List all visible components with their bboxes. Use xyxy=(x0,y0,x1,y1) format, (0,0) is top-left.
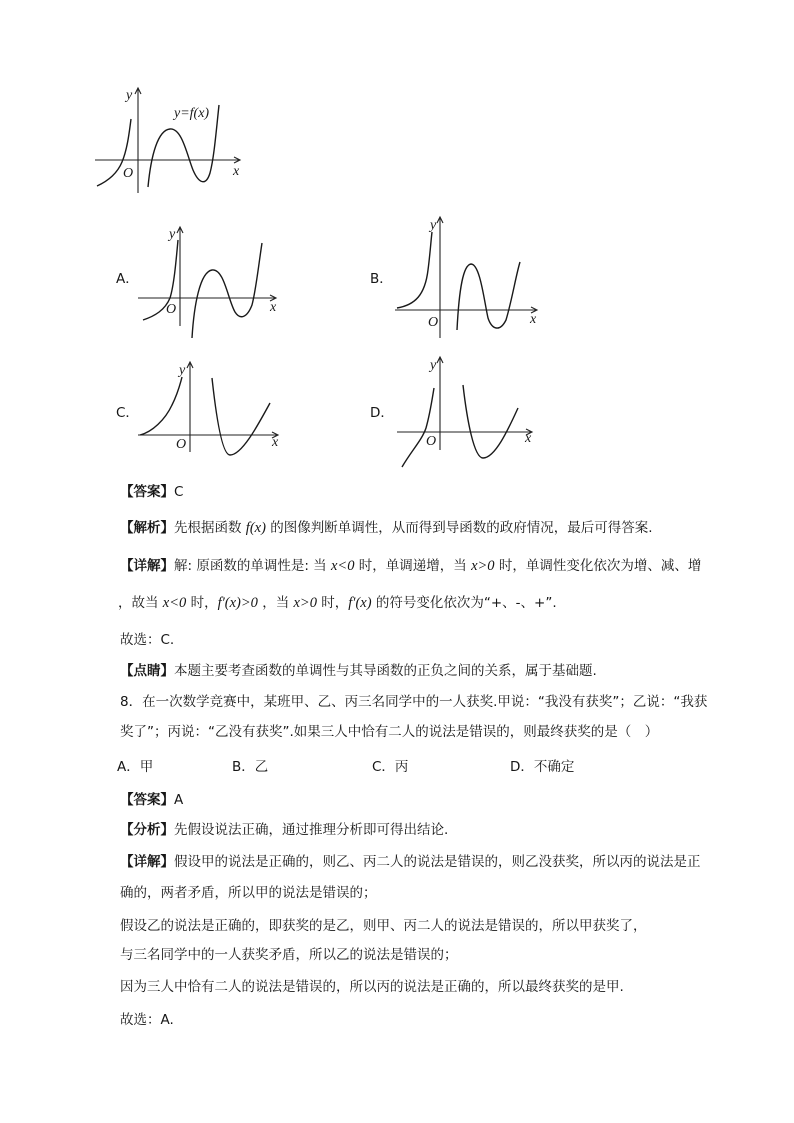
choice-d-label: D． xyxy=(370,405,394,421)
curve-right-branch xyxy=(192,243,262,338)
text-segment: 时，单调递增，当 xyxy=(354,558,472,574)
curve-right-branch xyxy=(457,262,520,330)
q8-detail-line5: 因为三人中恰有二人的说法是错误的，所以丙的说法是正确的，所以最终获奖的是甲. xyxy=(120,979,624,995)
text-segment: 时， xyxy=(316,595,349,611)
text-segment: 时，单调性变化依次为增、减、增 xyxy=(494,558,702,574)
q8-conclusion: 故选：A. xyxy=(120,1012,174,1028)
q7-conclusion: 故选：C. xyxy=(120,632,175,648)
y-axis-label: y xyxy=(169,227,176,242)
text-segment: 时， xyxy=(186,595,218,611)
q8-answer xyxy=(120,791,183,809)
analysis-tag: 【分析】 xyxy=(120,822,174,838)
text-segment: 的符号变化依次为“+、-、+”. xyxy=(371,595,557,611)
q8-choice-d: D．不确定 xyxy=(510,759,575,775)
origin-label: O xyxy=(176,437,187,452)
choice-b-graph xyxy=(395,217,537,338)
text-segment: 解: 原函数的单调性是: 当 xyxy=(174,558,331,574)
math-segment: x>0 xyxy=(471,558,495,574)
origin-label: O xyxy=(428,315,439,330)
x-axis-label: x xyxy=(270,300,277,315)
curve-label: y=f(x) xyxy=(174,106,210,121)
origin-label: O xyxy=(426,434,437,449)
math-segment: x>0 xyxy=(293,595,317,611)
curve-left-branch xyxy=(402,388,437,467)
graphs-figure xyxy=(0,0,794,470)
x-axis-label: x xyxy=(272,435,279,450)
math-segment: x<0 xyxy=(330,558,355,574)
math-segment: f(x) xyxy=(245,520,266,536)
y-axis-label: y xyxy=(126,88,133,103)
answer-text: C xyxy=(174,484,184,500)
text-segment: ，当 xyxy=(257,595,294,611)
origin-label: O xyxy=(166,302,177,317)
choice-a-label: A． xyxy=(116,271,139,287)
choice-c-label: C． xyxy=(116,405,139,421)
curve-left-branch xyxy=(140,377,182,435)
math-segment: x<0 xyxy=(162,595,187,611)
math-segment: f′(x)>0 xyxy=(217,595,258,611)
math-segment: f′(x) xyxy=(348,595,372,611)
y-axis-label: y xyxy=(430,218,437,233)
q7-analysis xyxy=(120,519,653,537)
q7-remark xyxy=(120,662,597,680)
choice-c-graph xyxy=(138,362,279,455)
y-axis-label: y xyxy=(179,363,186,378)
origin-label: O xyxy=(123,166,134,181)
q8-detail-line1 xyxy=(120,853,701,871)
detail-text: 假设甲的说法是正确的，则乙、丙二人的说法是错误的，则乙没获奖，所以丙的说法是正 xyxy=(174,854,701,870)
text-segment: 的图像判断单调性，从而得到导函数的政府情况，最后可得答案. xyxy=(265,520,653,536)
y-axis-label: y xyxy=(430,358,437,373)
x-axis-label: x xyxy=(525,431,532,446)
text-segment: 先根据函数 xyxy=(174,520,246,536)
q8-choice-a: A．甲 xyxy=(117,759,154,775)
detail-tag: 【详解】 xyxy=(120,558,174,574)
question-graph xyxy=(95,88,240,193)
choice-a-graph xyxy=(138,227,277,338)
answer-tag: 【答案】 xyxy=(120,792,174,808)
q8-choice-c: C．丙 xyxy=(372,759,409,775)
curve-right-branch xyxy=(212,378,270,455)
q8-detail-line3: 假设乙的说法是正确的，即获奖的是乙，则甲、丙二人的说法是错误的，所以甲获奖了， xyxy=(120,918,647,934)
q8-detail-line4: 与三名同学中的一人获奖矛盾，所以乙的说法是错误的； xyxy=(120,947,458,963)
answer-text: A xyxy=(174,792,184,808)
q8-detail-line2: 确的，两者矛盾，所以甲的说法是错误的； xyxy=(120,885,377,901)
remark-text: 本题主要考查函数的单调性与其导函数的正负之间的关系，属于基础题. xyxy=(174,663,597,679)
q7-detail-line1 xyxy=(120,557,701,575)
q8-analysis xyxy=(120,821,448,839)
x-axis-label: x xyxy=(233,164,240,179)
detail-tag: 【详解】 xyxy=(120,854,174,870)
choice-b-label: B． xyxy=(370,271,393,287)
x-axis-label: x xyxy=(530,312,537,327)
q8-stem-line1: 8．在一次数学竞赛中，某班甲、乙、丙三名同学中的一人获奖.甲说：“我没有获奖”；乙说：“我获 xyxy=(120,694,708,710)
q7-answer xyxy=(120,483,183,501)
q8-choice-b: B．乙 xyxy=(232,759,269,775)
analysis-text: 先假设说法正确，通过推理分析即可得出结论. xyxy=(174,822,449,838)
q8-stem-line2: 奖了”；丙说：“乙没有获奖”.如果三人中恰有二人的说法是错误的，则最终获奖的是（ ） xyxy=(120,724,659,740)
analysis-tag: 【解析】 xyxy=(120,520,174,536)
curve-right-branch xyxy=(463,385,518,458)
remark-tag: 【点睛】 xyxy=(120,663,174,679)
curve-left-branch xyxy=(397,232,432,308)
q7-detail-line2 xyxy=(118,594,557,612)
text-segment: ，故当 xyxy=(118,595,163,611)
choice-d-graph xyxy=(397,357,532,467)
answer-tag: 【答案】 xyxy=(120,484,174,500)
